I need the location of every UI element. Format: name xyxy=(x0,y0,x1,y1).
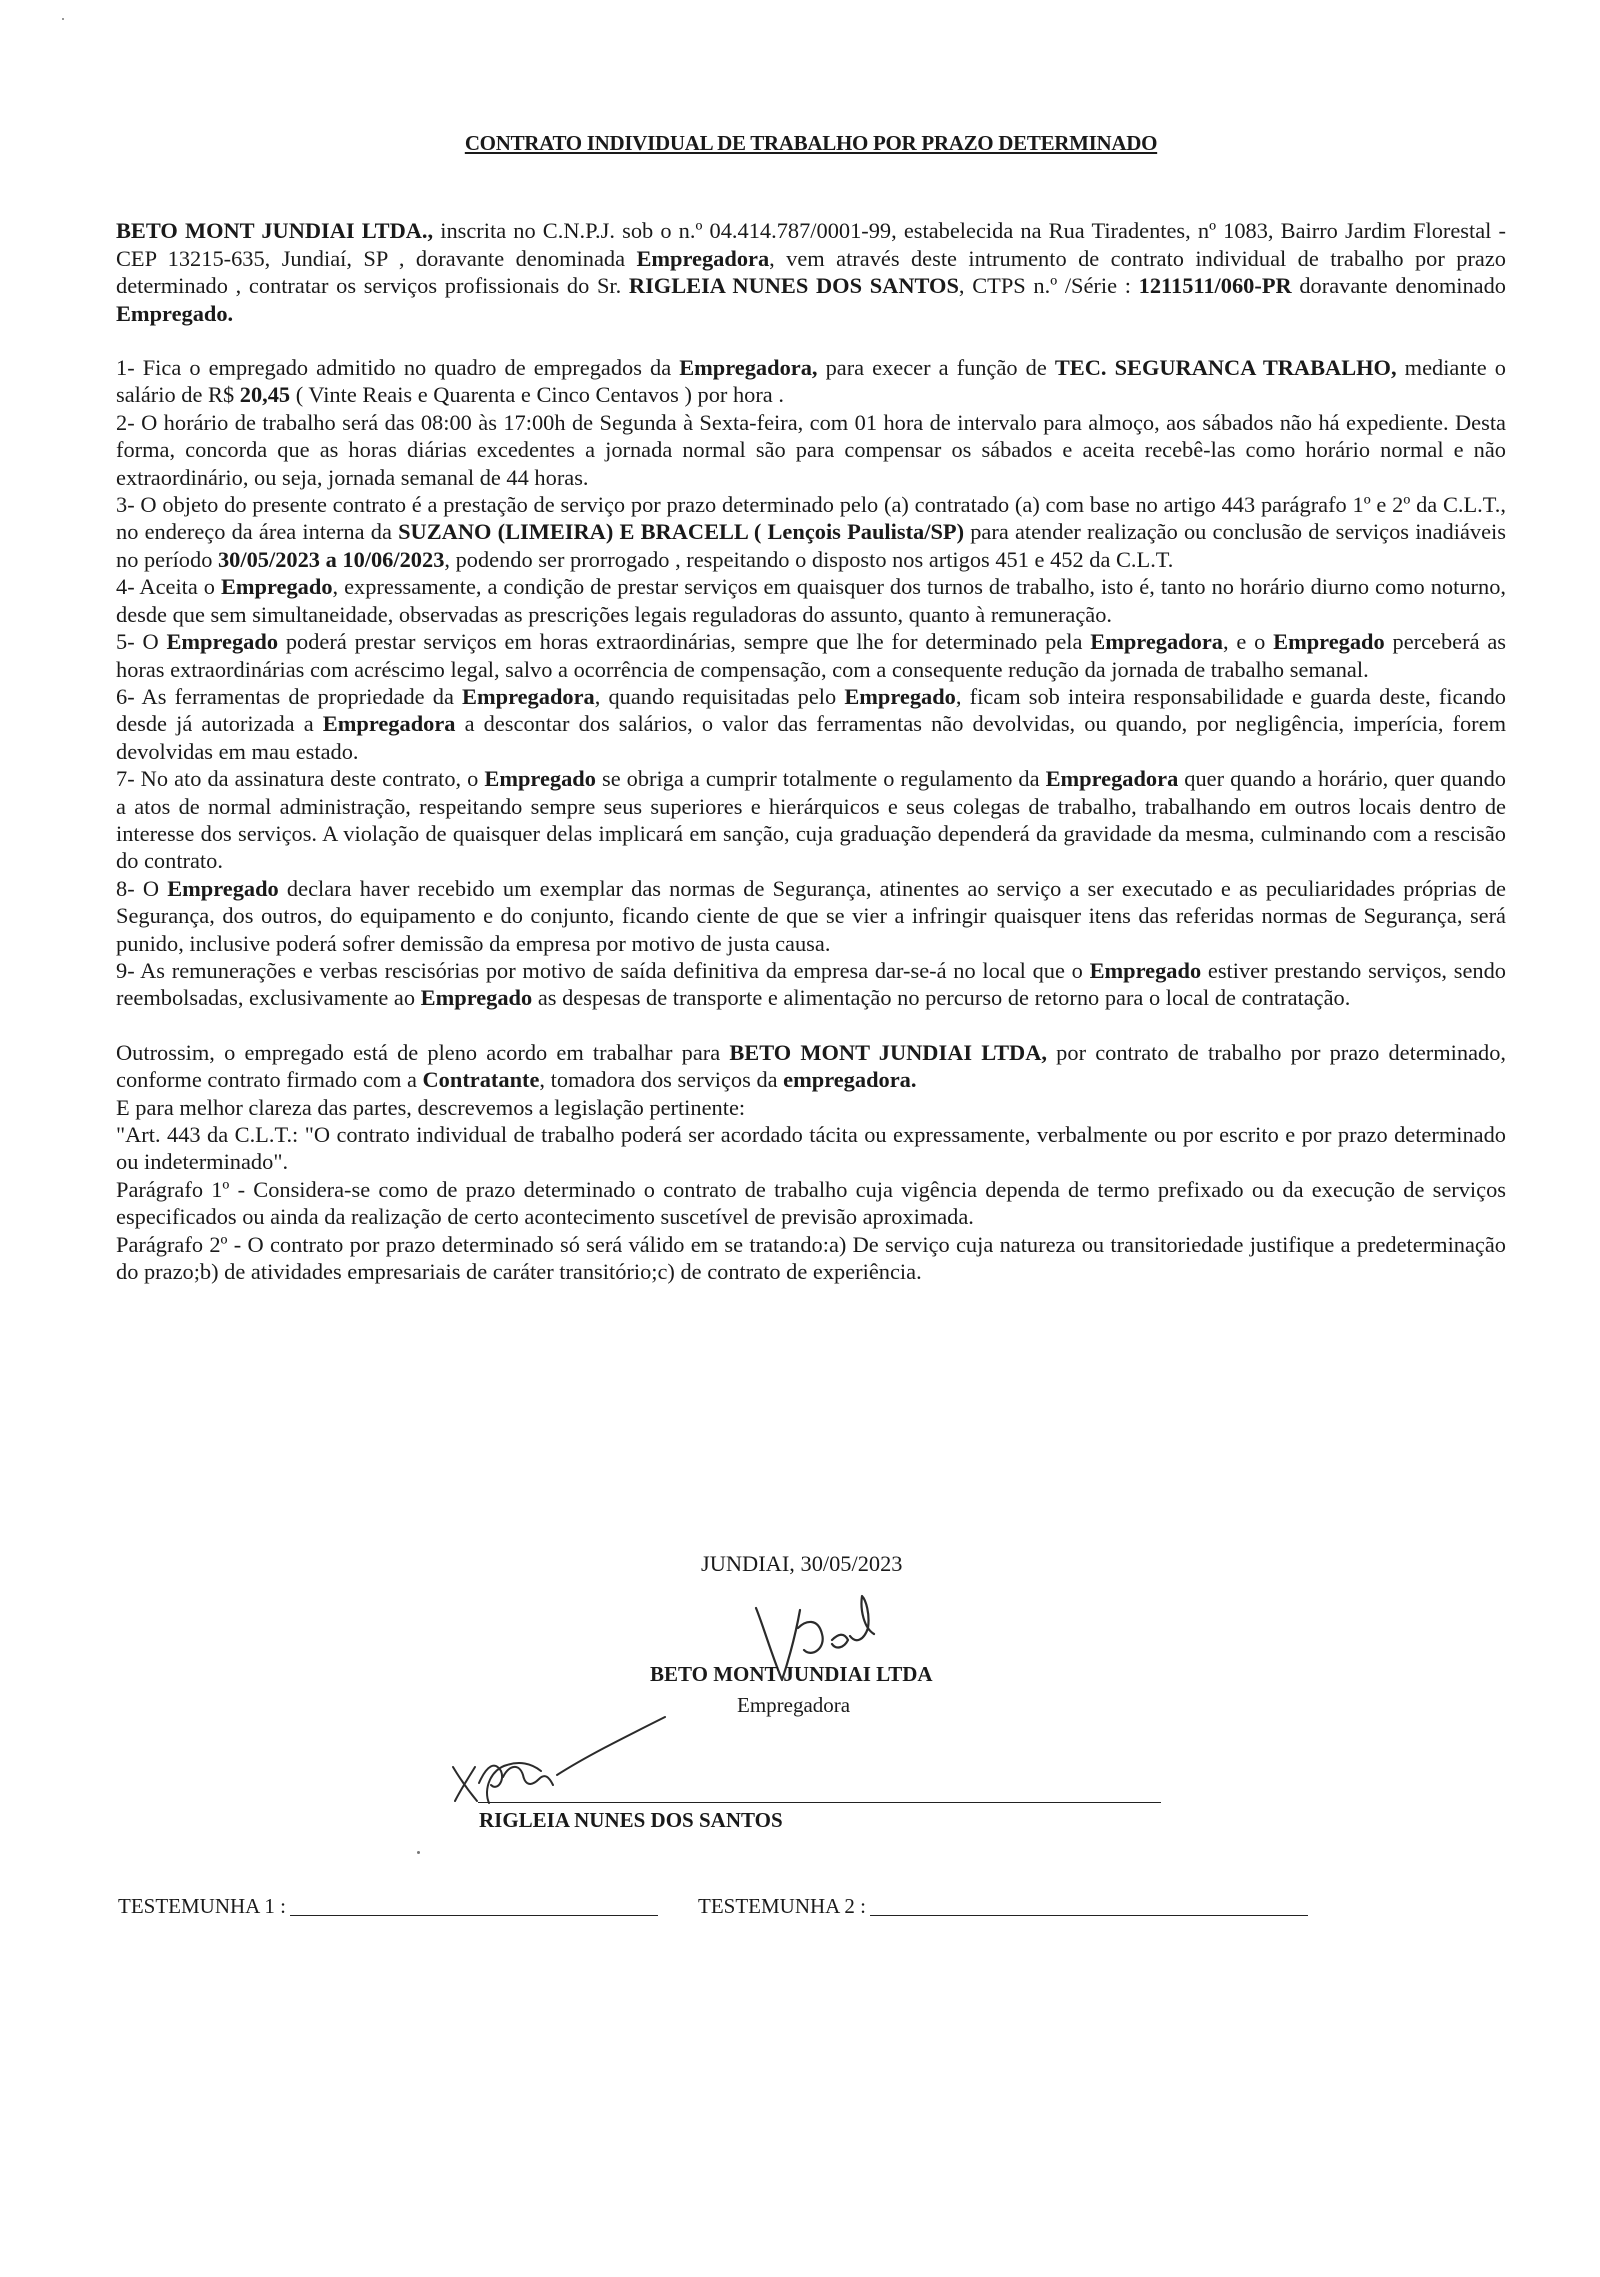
closing-section xyxy=(116,1039,1506,1286)
article-443: "Art. 443 da C.L.T.: "O contrato individual de trabalho poderá ser acordado tácita ou expressamente, verbalmente ou por escrito e por prazo determinado ou indeterminado". xyxy=(116,1122,1506,1175)
clause-6: 6- As ferramentas de propriedade da Empregadora, quando requisitadas pelo Empregado, ficam sob inteira responsabilidade e guarda deste, ficando desde já autorizada a Empregadora a descontar dos salários, o valor das ferramentas não devolvidas, ou quando, por negligência, imperícia, forem devolvidas em mau estado. xyxy=(116,683,1506,764)
clause-5: 5- O Empregado poderá prestar serviços em horas extraordinárias, sempre que lhe for determinado pela Empregadora, e o Empregado perceberá as horas extraordinárias com acréscimo legal, salvo a ocorrência de compensação, com a consequente redução da jornada de trabalho semanal. xyxy=(116,629,1506,682)
job-title: TEC. SEGURANCA TRABALHO, xyxy=(1054,355,1397,381)
clause-3: 3- O objeto do presente contrato é a prestação de serviço por prazo determinado pelo (a) contratado (a) com base no artigo 443 parágrafo 1º e 2º da C.L.T., no endereço da área interna da SUZANO (LIMEIRA) E BRACELL ( Lençois Paulista/SP) para atender realização ou conclusão de serviços inadiáveis no período 30/05/2023 a 10/06/2023, podendo ser prorrogado , respeitando o disposto nos artigos 451 e 452 da C.L.T. xyxy=(116,492,1506,572)
place-date: JUNDIAI, 30/05/2023 xyxy=(701,1551,903,1576)
work-location: SUZANO (LIMEIRA) E BRACELL ( Lençois Paulista/SP) xyxy=(398,519,965,545)
contract-page xyxy=(116,130,1506,1285)
employee-signature-line xyxy=(478,1802,1161,1803)
employer-signatory: BETO MONT JUNDIAI LTDA xyxy=(650,1662,933,1686)
clauses-list xyxy=(116,354,1506,1012)
witness-2-line xyxy=(870,1915,1308,1916)
clause-4: 4- Aceita o Empregado, expressamente, a condição de prestar serviços em quaisquer dos turnos de trabalho, isto é, tanto no horário diurno como noturno, desde que sem simultaneidade, observadas as prescrições legais reguladoras do assunto, quanto à remuneração. xyxy=(116,574,1506,627)
employee-signatory: RIGLEIA NUNES DOS SANTOS xyxy=(479,1808,783,1832)
employee-signature-icon xyxy=(445,1705,675,1815)
paragraph-1: Parágrafo 1º - Considera-se como de prazo determinado o contrato de trabalho cuja vigência dependa de termo prefixado ou da execução de serviços especificados ou ainda da realização de certo acontecimento suscetível de previsão aproximada. xyxy=(116,1176,1506,1230)
closing-paragraph: Outrossim, o empregado está de pleno acordo em trabalhar para BETO MONT JUNDIAI LTDA, por contrato de trabalho por prazo determinado, conforme contrato firmado com a Contratante, tomadora dos serviços da empregadora. xyxy=(116,1039,1506,1093)
clause-2: 2- O horário de trabalho será das 08:00 às 17:00h de Segunda à Sexta-feira, com 01 hora de intervalo para almoço, aos sábados não há expediente. Desta forma, concorda que as horas diárias excedentes a jornada normal são para compensar os sábados e aceita recebê-las como horário normal e não extraordinário, ou seja, jornada semanal de 44 horas. xyxy=(116,409,1506,490)
company-name: BETO MONT JUNDIAI LTDA., xyxy=(116,218,434,244)
witness-2-label: TESTEMUNHA 2 : xyxy=(698,1894,866,1918)
legislation-intro: E para melhor clareza das partes, descrevemos a legislação pertinente: xyxy=(116,1094,746,1120)
intro-paragraph: BETO MONT JUNDIAI LTDA., inscrita no C.N.P.J. sob o n.º 04.414.787/0001-99, estabelecida na Rua Tiradentes, nº 1083, Bairro Jardim Florestal - CEP 13215-635, Jundiaí, SP , doravante denominada Empregadora, vem através deste intrumento de contrato individual de trabalho por prazo determinado , contratar os serviços profissionais do Sr. RIGLEIA NUNES DOS SANTOS, CTPS n.º /Série : 1211511/060-PR doravante denominado Empregado. xyxy=(116,218,1506,326)
clause-7: 7- No ato da assinatura deste contrato, o Empregado se obriga a cumprir totalmente o regulamento da Empregadora quer quando a horário, quer quando a atos de normal administração, respeitando sempre seus superiores e hierárquicos e seus colegas de trabalho, trabalhando em outros locais dentro de interesse dos serviços. A violação de quaisquer delas implicará em sanção, cuja graduação dependerá da gravidade da mesma, culminando com a rescisão do contrato. xyxy=(116,766,1506,874)
scan-speck xyxy=(417,1851,420,1854)
paragraph-2: Parágrafo 2º - O contrato por prazo determinado só será válido em se tratando:a) De serviço cuja natureza ou transitoriedade justifique a predeterminação do prazo;b) de atividades empresariais de caráter transitório;c) de contrato de experiência. xyxy=(116,1231,1506,1285)
employer-signature-icon xyxy=(740,1588,890,1698)
witness-1 xyxy=(118,1894,658,1919)
hourly-wage: 20,45 xyxy=(239,382,291,408)
employer-role: Empregadora xyxy=(737,1693,851,1717)
clause-1: 1- Fica o empregado admitido no quadro de empregados da Empregadora, para execer a função de TEC. SEGURANCA TRABALHO, mediante o salário de R$ 20,45 ( Vinte Reais e Quarenta e Cinco Centavos ) por hora . xyxy=(116,355,1506,408)
scan-speck xyxy=(62,18,64,20)
witness-1-label: TESTEMUNHA 1 : xyxy=(118,1894,286,1918)
witness-1-line xyxy=(290,1915,658,1916)
employee-name-inline: RIGLEIA NUNES DOS SANTOS xyxy=(628,273,959,299)
clause-9: 9- As remunerações e verbas rescisórias por motivo de saída definitiva da empresa dar-se-á no local que o Empregado estiver prestando serviços, sendo reembolsadas, exclusivamente ao Empregado as despesas de transporte e alimentação no percurso de retorno para o local de contratação. xyxy=(116,957,1506,1011)
document-title: CONTRATO INDIVIDUAL DE TRABALHO POR PRAZO DETERMINADO xyxy=(464,131,1158,155)
ctps-number: 1211511/060-PR xyxy=(1138,273,1292,299)
clause-8: 8- O Empregado declara haver recebido um exemplar das normas de Segurança, atinentes ao serviço a ser executado e as peculiaridades próprias de Segurança, dos outros, do equipamento e do conjunto, ficando ciente de que se vier a infringir quaisquer itens das referidas normas de Segurança, será punido, inclusive poderá sofrer demissão da empresa por motivo de justa causa. xyxy=(116,875,1506,956)
contract-period: 30/05/2023 a 10/06/2023 xyxy=(217,546,445,572)
witness-2 xyxy=(698,1894,1308,1919)
